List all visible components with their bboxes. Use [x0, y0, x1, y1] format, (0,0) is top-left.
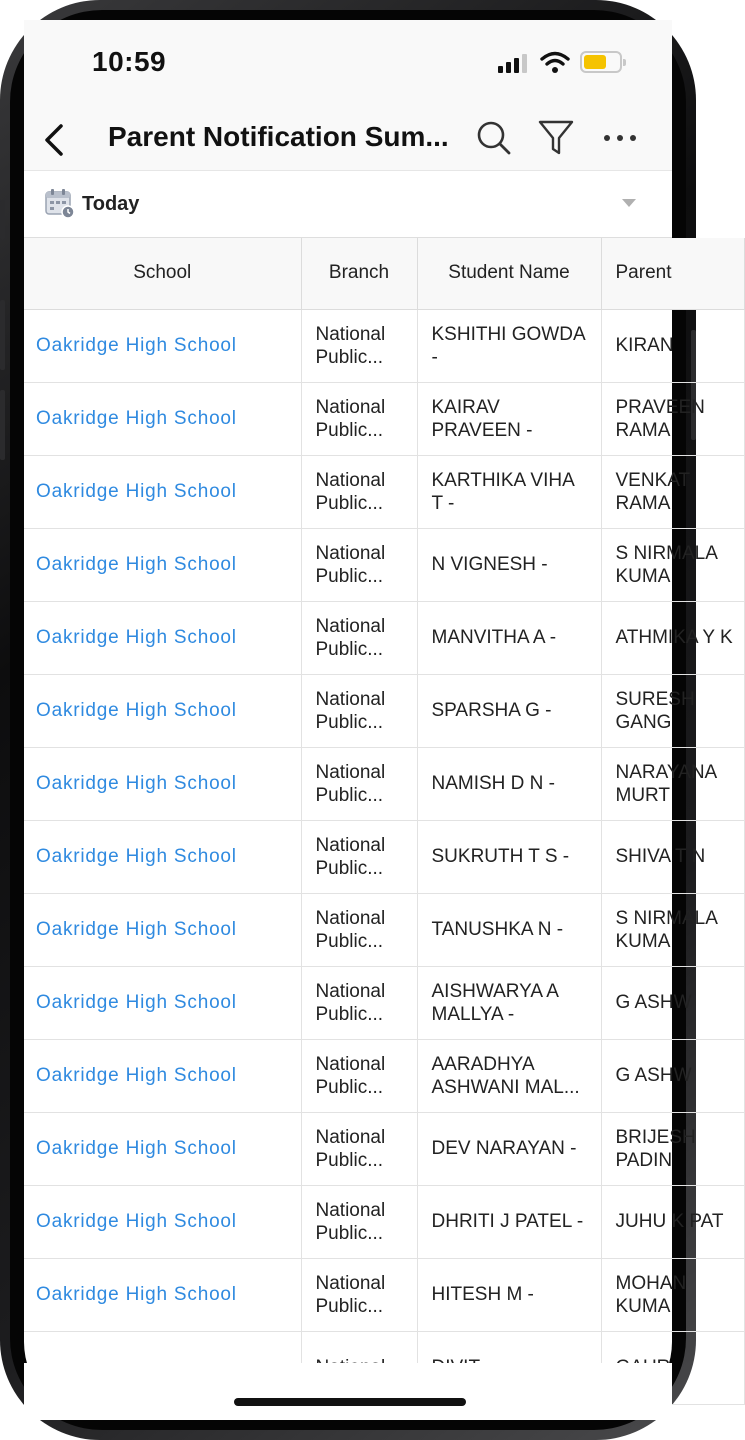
student-name-cell	[417, 528, 601, 601]
back-chevron-icon	[43, 123, 65, 157]
notification-table[interactable]	[24, 237, 733, 1363]
branch-cell-text: National Public...	[315, 1053, 386, 1098]
parent-cell-text: G ASHW	[615, 992, 692, 1013]
student-name-cell-text: KAIRAV PRAVEEN -	[431, 396, 533, 441]
branch-cell	[301, 747, 417, 820]
student-name-cell-text: N VIGNESH -	[431, 554, 548, 575]
dropdown-arrow-icon	[622, 199, 636, 207]
school-cell-text[interactable]: Oakridge High School	[36, 408, 237, 429]
school-cell-text[interactable]: Oakridge High School	[36, 554, 237, 575]
school-cell-text[interactable]: Oakridge High School	[36, 627, 237, 648]
table-row[interactable]	[24, 1039, 744, 1112]
student-name-cell-text: TANUSHKA N -	[431, 919, 564, 940]
branch-cell	[301, 455, 417, 528]
parent-cell-text: NARAYANA MURT	[615, 761, 717, 806]
navigation-bar	[24, 110, 672, 170]
parent-cell	[601, 674, 744, 747]
school-cell[interactable]	[24, 674, 301, 747]
column-header-branch[interactable]: Branch	[301, 238, 417, 309]
table-row[interactable]	[24, 893, 744, 966]
parent-cell	[601, 528, 744, 601]
table-row[interactable]	[24, 1112, 744, 1185]
branch-cell	[301, 1039, 417, 1112]
school-cell[interactable]	[24, 820, 301, 893]
student-name-cell	[417, 382, 601, 455]
parent-cell	[601, 893, 744, 966]
school-cell-text[interactable]: Oakridge High School	[36, 1138, 237, 1159]
school-cell[interactable]	[24, 382, 301, 455]
parent-cell	[601, 1258, 744, 1331]
branch-cell-text: National Public...	[315, 1272, 386, 1317]
student-name-cell-text: HITESH M -	[431, 1284, 534, 1305]
date-filter-dropdown[interactable]	[24, 170, 672, 237]
parent-cell-text: JUHU K PAT	[615, 1211, 724, 1232]
branch-cell-text: National Public...	[315, 396, 386, 441]
table-row[interactable]	[24, 1258, 744, 1331]
school-cell[interactable]	[24, 455, 301, 528]
student-name-cell-text: NAMISH D N -	[431, 773, 555, 794]
status-bar	[24, 20, 672, 110]
student-name-cell-text: DHRITI J PATEL -	[431, 1211, 584, 1232]
app-screen	[24, 20, 733, 1420]
student-name-cell	[417, 455, 601, 528]
table-row[interactable]	[24, 528, 744, 601]
school-cell[interactable]	[24, 309, 301, 382]
home-indicator[interactable]	[234, 1398, 466, 1406]
volume-up-button	[0, 300, 5, 370]
parent-cell	[601, 1039, 744, 1112]
table-row[interactable]	[24, 1185, 744, 1258]
status-time: 10:59	[92, 46, 167, 77]
parent-cell-text: KIRAN	[615, 335, 674, 356]
school-cell-text[interactable]: Oakridge High School	[36, 992, 237, 1013]
branch-cell-text: National Public...	[315, 761, 386, 806]
branch-cell	[301, 674, 417, 747]
branch-cell-text: National Public...	[315, 323, 386, 368]
parent-cell-text: ATHMIKA Y K	[615, 627, 733, 648]
branch-cell-text: National Public...	[315, 1126, 386, 1171]
parent-cell	[601, 747, 744, 820]
school-cell[interactable]	[24, 528, 301, 601]
parent-cell	[601, 382, 744, 455]
school-cell-text[interactable]: Oakridge High School	[36, 1284, 237, 1305]
table-row[interactable]	[24, 382, 744, 455]
student-name-cell-text: SPARSHA G -	[431, 700, 552, 721]
student-name-cell-text: SUKRUTH T S -	[431, 846, 570, 867]
home-indicator-area	[24, 1363, 672, 1420]
more-icon	[602, 133, 638, 143]
student-name-cell-text: KSHITHI GOWDA -	[431, 323, 585, 368]
student-name-cell	[417, 820, 601, 893]
table-row[interactable]	[24, 309, 744, 382]
search-button[interactable]	[472, 116, 516, 160]
branch-cell	[301, 382, 417, 455]
branch-cell	[301, 820, 417, 893]
student-name-cell	[417, 674, 601, 747]
parent-cell	[601, 1185, 744, 1258]
branch-cell	[301, 528, 417, 601]
branch-cell-text: National Public...	[315, 834, 386, 879]
parent-cell-text: S NIRMALA KUMA	[615, 907, 717, 952]
school-cell[interactable]	[24, 747, 301, 820]
parent-cell-text: S NIRMALA KUMA	[615, 542, 717, 587]
wifi-icon	[540, 50, 570, 74]
school-cell-text[interactable]: Oakridge High School	[36, 481, 237, 502]
table-row[interactable]	[24, 455, 744, 528]
branch-cell	[301, 1185, 417, 1258]
branch-cell	[301, 309, 417, 382]
table-row[interactable]	[24, 674, 744, 747]
column-header-school[interactable]: School	[24, 238, 301, 309]
student-name-cell	[417, 601, 601, 674]
filter-button[interactable]	[534, 116, 578, 160]
branch-cell-text: National Public...	[315, 980, 386, 1025]
parent-cell-text: MOHAN KUMA	[615, 1272, 687, 1317]
student-name-cell	[417, 309, 601, 382]
school-cell-text[interactable]: Oakridge High School	[36, 846, 237, 867]
calendar-icon	[44, 187, 76, 219]
table-row[interactable]	[24, 601, 744, 674]
volume-down-button	[0, 390, 5, 460]
branch-cell	[301, 893, 417, 966]
column-header-student-name[interactable]: Student Name	[417, 238, 601, 309]
date-filter-label: Today	[82, 193, 140, 215]
parent-cell	[601, 820, 744, 893]
table-row[interactable]	[24, 747, 744, 820]
student-name-cell	[417, 966, 601, 1039]
school-cell-text[interactable]: Oakridge High School	[36, 335, 237, 356]
branch-cell	[301, 966, 417, 1039]
page-title: Parent Notification Sum...	[108, 121, 449, 152]
parent-cell	[601, 455, 744, 528]
school-cell[interactable]	[24, 1258, 301, 1331]
branch-cell-text: National Public...	[315, 907, 386, 952]
branch-cell-text: National Public...	[315, 542, 386, 587]
search-icon	[476, 120, 512, 156]
student-name-cell-text: MANVITHA A -	[431, 627, 557, 648]
mute-switch	[0, 200, 5, 240]
back-button[interactable]	[34, 118, 74, 162]
student-name-cell	[417, 893, 601, 966]
student-name-cell	[417, 1185, 601, 1258]
student-name-cell	[417, 1112, 601, 1185]
parent-cell	[601, 1112, 744, 1185]
school-cell[interactable]	[24, 601, 301, 674]
more-options-button[interactable]	[598, 116, 642, 160]
student-name-cell	[417, 1039, 601, 1112]
parent-cell	[601, 309, 744, 382]
student-name-cell-text: AARADHYA ASHWANI MAL...	[431, 1053, 580, 1098]
branch-cell	[301, 1258, 417, 1331]
branch-cell-text: National Public...	[315, 615, 386, 660]
branch-cell	[301, 601, 417, 674]
branch-cell-text: National Public...	[315, 1199, 386, 1244]
school-cell-text[interactable]: Oakridge High School	[36, 773, 237, 794]
school-cell[interactable]	[24, 1112, 301, 1185]
parent-cell	[601, 966, 744, 1039]
school-cell[interactable]	[24, 893, 301, 966]
parent-cell-text: SURESH GANG	[615, 688, 695, 733]
school-cell[interactable]	[24, 1185, 301, 1258]
parent-cell	[601, 601, 744, 674]
parent-cell-text: BRIJESH PADIN	[615, 1126, 696, 1171]
branch-cell-text: National Public...	[315, 469, 386, 514]
filter-icon	[538, 119, 574, 157]
student-name-cell-text: AISHWARYA A MALLYA -	[431, 980, 558, 1025]
school-cell[interactable]	[24, 966, 301, 1039]
parent-cell-text: VENKAT RAMA	[615, 469, 690, 514]
student-name-cell-text: KARTHIKA VIHA T -	[431, 469, 574, 514]
branch-cell	[301, 1112, 417, 1185]
battery-icon	[580, 51, 622, 73]
student-name-cell	[417, 1258, 601, 1331]
table-row[interactable]	[24, 966, 744, 1039]
parent-cell-text: SHIVA T N	[615, 846, 706, 867]
parent-cell-text: PRAVEEN RAMA	[615, 396, 705, 441]
school-cell[interactable]	[24, 1039, 301, 1112]
student-name-cell	[417, 747, 601, 820]
school-cell-text[interactable]: Oakridge High School	[36, 1211, 237, 1232]
student-name-cell-text: DEV NARAYAN -	[431, 1138, 577, 1159]
table-row[interactable]	[24, 820, 744, 893]
parent-cell-text: G ASHW	[615, 1065, 692, 1086]
school-cell-text[interactable]: Oakridge High School	[36, 700, 237, 721]
school-cell-text[interactable]: Oakridge High School	[36, 919, 237, 940]
school-cell-text[interactable]: Oakridge High School	[36, 1065, 237, 1086]
table-header-row	[24, 238, 744, 309]
column-header-parent[interactable]: Parent	[601, 238, 744, 309]
branch-cell-text: National Public...	[315, 688, 386, 733]
cellular-signal-icon	[498, 53, 528, 73]
